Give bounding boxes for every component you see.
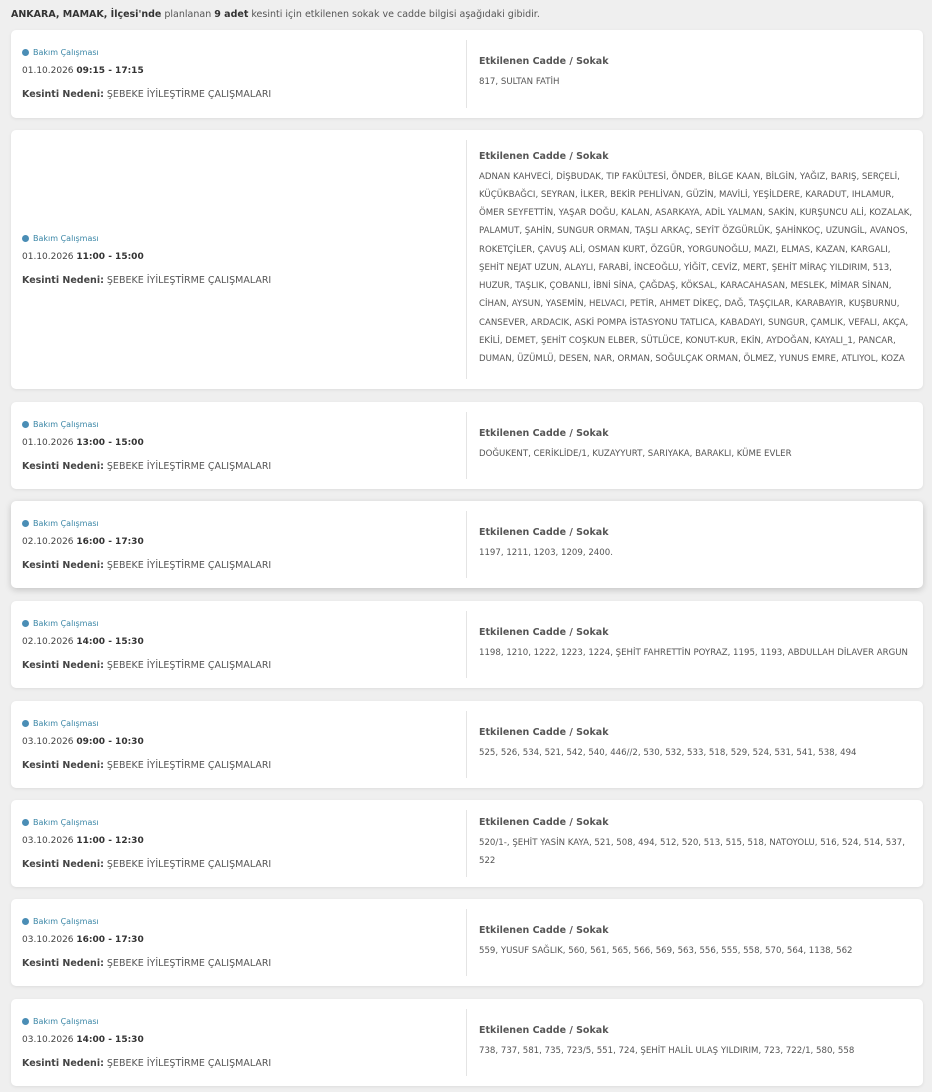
affected-streets: [479, 501, 913, 588]
outage-date: 01.10.2026: [22, 251, 74, 262]
outage-card: [11, 501, 923, 588]
outage-reason: [22, 958, 462, 969]
affected-streets: [479, 30, 913, 118]
outage-type-label: Bakım Çalışması: [33, 419, 99, 429]
reason-label: Kesinti Nedeni:: [22, 460, 104, 472]
outage-datetime: [22, 66, 462, 76]
outage-date: 03.10.2026: [22, 736, 74, 747]
outage-type-label: Bakım Çalışması: [33, 618, 99, 628]
reason-label: Kesinti Nedeni:: [22, 759, 104, 771]
outage-card: [11, 402, 923, 489]
card-divider: [466, 909, 467, 976]
reason-label: Kesinti Nedeni:: [22, 659, 104, 671]
outage-datetime: [22, 737, 462, 747]
reason-label: Kesinti Nedeni:: [22, 1057, 104, 1069]
outage-reason: [22, 461, 462, 472]
reason-value: ŞEBEKE İYİLEŞTİRME ÇALIŞMALARI: [106, 759, 272, 771]
outage-info: [22, 402, 462, 489]
streets-list: 1198, 1210, 1222, 1223, 1224, ŞEHİT FAHRETTİN POYRAZ, 1195, 1193, ABDULLAH DİLAVER ARGUN: [479, 647, 908, 658]
streets-list: 1197, 1211, 1203, 1209, 2400.: [479, 547, 613, 558]
outage-type: [22, 48, 462, 57]
outage-type: [22, 917, 462, 926]
outage-card: [11, 601, 923, 688]
reason-label: Kesinti Nedeni:: [22, 957, 104, 969]
outage-time: 16:00 - 17:30: [76, 536, 144, 547]
outage-time: 09:15 - 17:15: [76, 66, 144, 76]
status-dot-icon: [22, 421, 29, 428]
outage-datetime: [22, 836, 462, 846]
outage-date: 02.10.2026: [22, 536, 74, 547]
status-dot-icon: [22, 235, 29, 242]
status-dot-icon: [22, 520, 29, 527]
outage-time: 16:00 - 17:30: [76, 934, 144, 945]
streets-list: ADNAN KAHVECİ, DİŞBUDAK, TIP FAKÜLTESİ, ÖNDER, BİLGE KAAN, BİLGİN, YAĞIZ, BARIŞ, SERÇELİ, KÜÇÜKBAĞCI, SEYRAN, İLKER, BEKİR PEHLİVAN, GÜZİN, MAVİLİ, YEŞİLDERE, KARADUT, IHLAMUR, ÖMER SEYFETTİN, YAŞAR DOĞU, KALAN, ASARKAYA, ADİL YALMAN, SAKİN, KURŞUNCU ALİ, KOZALAK, PALAMUT, ŞAHİN, SUNGUR ORMAN, TAŞLI ARKAÇ, SEYİT ÖZGÜRLÜK, ŞAHİNKOÇ, UZUNGİL, AVANOS, ROKETÇİLER, ÇAVUŞ ALİ, OSMAN KURT, ÖZGÜR, YORGUNOĞLU, MAZI, ELMAS, KAZAN, KARGALI, ŞEHİT NEJAT UZUN, ALAYLI, FARABİ, İNCEOĞLU, YİĞİT, CEVİZ, MERT, ŞEHİT MİRAÇ YILDIRIM, 513, HUZUR, TAŞLIK, ÇOBANLI, İBNİ SİNA, ÇAĞDAŞ, KÖKSAL, KARACAHASAN, MESLEK, MİMAR SİNAN, CİHAN, AYSUN, YASEMİN, HELVACI, PETİR, AHMET DİKEÇ, DAĞ, TAŞÇILAR, KARABAYIR, KUŞBURNU, CANSEVER, ARDACIK, ASKİ POMPA İSTASYONU TATLICA, KABADAYI, SUNGUR, ÇAMLIK, VEFALI, AKÇA, EKİLİ, DEMET, ŞEHİT COŞKUN ELBER, SÜTLÜCE, KONUT-KUR, EKİN, AYDOĞAN, KAYALI_1, PANCAR, DUMAN, ÜZÜMLÜ, DESEN, NAR, ORMAN, SOĞULÇAK ORMAN, ÖLMEZ, YUNUS EMRE, ATLIYOL, KOZA: [479, 171, 913, 364]
summary-count: 9 adet: [214, 9, 249, 20]
card-divider: [466, 412, 467, 479]
streets-title: Etkilenen Cadde / Sokak: [479, 56, 609, 68]
outage-card: [11, 701, 923, 788]
summary-location: ANKARA, MAMAK, İlçesi'nde: [11, 9, 162, 20]
outage-reason: [22, 1058, 462, 1069]
outage-info: [22, 999, 462, 1086]
status-dot-icon: [22, 918, 29, 925]
outage-type-label: Bakım Çalışması: [33, 518, 99, 528]
streets-title: Etkilenen Cadde / Sokak: [479, 1024, 609, 1036]
outage-date: 02.10.2026: [22, 636, 74, 647]
streets-title: Etkilenen Cadde / Sokak: [479, 150, 609, 162]
card-divider: [466, 711, 467, 778]
outage-datetime: [22, 935, 462, 945]
outage-info: [22, 899, 462, 986]
outage-type: [22, 818, 462, 827]
outage-datetime: [22, 252, 462, 262]
outage-info: [22, 601, 462, 688]
outage-summary: [11, 9, 540, 20]
outage-type-label: Bakım Çalışması: [33, 718, 99, 728]
streets-list: 520/1-, ŞEHİT YASİN KAYA, 521, 508, 494, 512, 520, 513, 515, 518, NATOYOLU, 516, 524, 514, 537, 522: [479, 837, 905, 866]
outage-time: 11:00 - 15:00: [76, 251, 144, 262]
outage-type-label: Bakım Çalışması: [33, 48, 99, 57]
outage-card: [11, 999, 923, 1086]
affected-streets: [479, 999, 913, 1086]
card-divider: [466, 611, 467, 678]
outage-time: 13:00 - 15:00: [76, 437, 144, 448]
reason-value: ŞEBEKE İYİLEŞTİRME ÇALIŞMALARI: [106, 274, 272, 286]
status-dot-icon: [22, 720, 29, 727]
streets-title: Etkilenen Cadde / Sokak: [479, 427, 609, 439]
streets-title: Etkilenen Cadde / Sokak: [479, 816, 609, 828]
outage-type: [22, 619, 462, 628]
status-dot-icon: [22, 1018, 29, 1025]
outage-reason: [22, 859, 462, 870]
outage-type: [22, 519, 462, 528]
outage-info: [22, 130, 462, 389]
outage-time: 11:00 - 12:30: [76, 835, 144, 846]
streets-title: Etkilenen Cadde / Sokak: [479, 726, 609, 738]
outage-time: 14:00 - 15:30: [76, 1034, 144, 1045]
status-dot-icon: [22, 819, 29, 826]
streets-list: DOĞUKENT, CERİKLİDE/1, KUZAYYURT, SARIYAKA, BARAKLI, KÜME EVLER: [479, 448, 792, 459]
outage-info: [22, 501, 462, 588]
outage-time: 09:00 - 10:30: [76, 736, 144, 747]
outage-date: 03.10.2026: [22, 934, 74, 945]
outage-reason: [22, 275, 462, 286]
streets-list: 738, 737, 581, 735, 723/5, 551, 724, ŞEHİT HALİL ULAŞ YILDIRIM, 723, 722/1, 580, 558: [479, 1045, 855, 1056]
outage-reason: [22, 89, 462, 100]
card-divider: [466, 810, 467, 877]
reason-value: ŞEBEKE İYİLEŞTİRME ÇALIŞMALARI: [106, 460, 272, 472]
card-divider: [466, 511, 467, 578]
summary-text-1: planlanan: [161, 9, 215, 20]
outage-type-label: Bakım Çalışması: [33, 916, 99, 926]
reason-value: ŞEBEKE İYİLEŞTİRME ÇALIŞMALARI: [106, 89, 272, 100]
outage-type: [22, 420, 462, 429]
card-divider: [466, 1009, 467, 1076]
outage-card: [11, 30, 923, 118]
reason-value: ŞEBEKE İYİLEŞTİRME ÇALIŞMALARI: [106, 559, 272, 571]
reason-label: Kesinti Nedeni:: [22, 858, 104, 870]
card-divider: [466, 140, 467, 379]
reason-value: ŞEBEKE İYİLEŞTİRME ÇALIŞMALARI: [106, 957, 272, 969]
outage-type: [22, 234, 462, 243]
affected-streets: [479, 701, 913, 788]
outage-datetime: [22, 438, 462, 448]
outage-reason: [22, 760, 462, 771]
outage-date: 01.10.2026: [22, 66, 74, 76]
reason-label: Kesinti Nedeni:: [22, 274, 104, 286]
outage-reason: [22, 660, 462, 671]
streets-list: 559, YUSUF SAĞLIK, 560, 561, 565, 566, 569, 563, 556, 555, 558, 570, 564, 1138, 562: [479, 945, 853, 956]
affected-streets: [479, 402, 913, 489]
affected-streets: [479, 899, 913, 986]
outage-type: [22, 1017, 462, 1026]
outage-info: [22, 800, 462, 887]
reason-label: Kesinti Nedeni:: [22, 89, 104, 100]
outage-type-label: Bakım Çalışması: [33, 817, 99, 827]
reason-value: ŞEBEKE İYİLEŞTİRME ÇALIŞMALARI: [106, 858, 272, 870]
outage-card: [11, 800, 923, 887]
affected-streets: [479, 601, 913, 688]
outage-card: [11, 899, 923, 986]
affected-streets: [479, 130, 913, 389]
streets-title: Etkilenen Cadde / Sokak: [479, 924, 609, 936]
affected-streets: [479, 800, 913, 887]
reason-label: Kesinti Nedeni:: [22, 559, 104, 571]
streets-title: Etkilenen Cadde / Sokak: [479, 526, 609, 538]
outage-datetime: [22, 1035, 462, 1045]
outage-type-label: Bakım Çalışması: [33, 233, 99, 243]
outage-date: 03.10.2026: [22, 835, 74, 846]
reason-value: ŞEBEKE İYİLEŞTİRME ÇALIŞMALARI: [106, 1057, 272, 1069]
summary-text-2: kesinti için etkilenen sokak ve cadde bilgisi aşağıdaki gibidir.: [248, 9, 540, 20]
card-divider: [466, 40, 467, 108]
outage-info: [22, 701, 462, 788]
streets-title: Etkilenen Cadde / Sokak: [479, 626, 609, 638]
streets-list: 817, SULTAN FATİH: [479, 77, 560, 88]
outage-time: 14:00 - 15:30: [76, 636, 144, 647]
outage-date: 01.10.2026: [22, 437, 74, 448]
outage-info: [22, 30, 462, 118]
outage-datetime: [22, 537, 462, 547]
outage-card: [11, 130, 923, 389]
outage-date: 03.10.2026: [22, 1034, 74, 1045]
outage-type: [22, 719, 462, 728]
outage-reason: [22, 560, 462, 571]
reason-value: ŞEBEKE İYİLEŞTİRME ÇALIŞMALARI: [106, 659, 272, 671]
status-dot-icon: [22, 620, 29, 627]
outage-datetime: [22, 637, 462, 647]
outage-type-label: Bakım Çalışması: [33, 1016, 99, 1026]
streets-list: 525, 526, 534, 521, 542, 540, 446//2, 530, 532, 533, 518, 529, 524, 531, 541, 538, 494: [479, 747, 857, 758]
status-dot-icon: [22, 49, 29, 56]
